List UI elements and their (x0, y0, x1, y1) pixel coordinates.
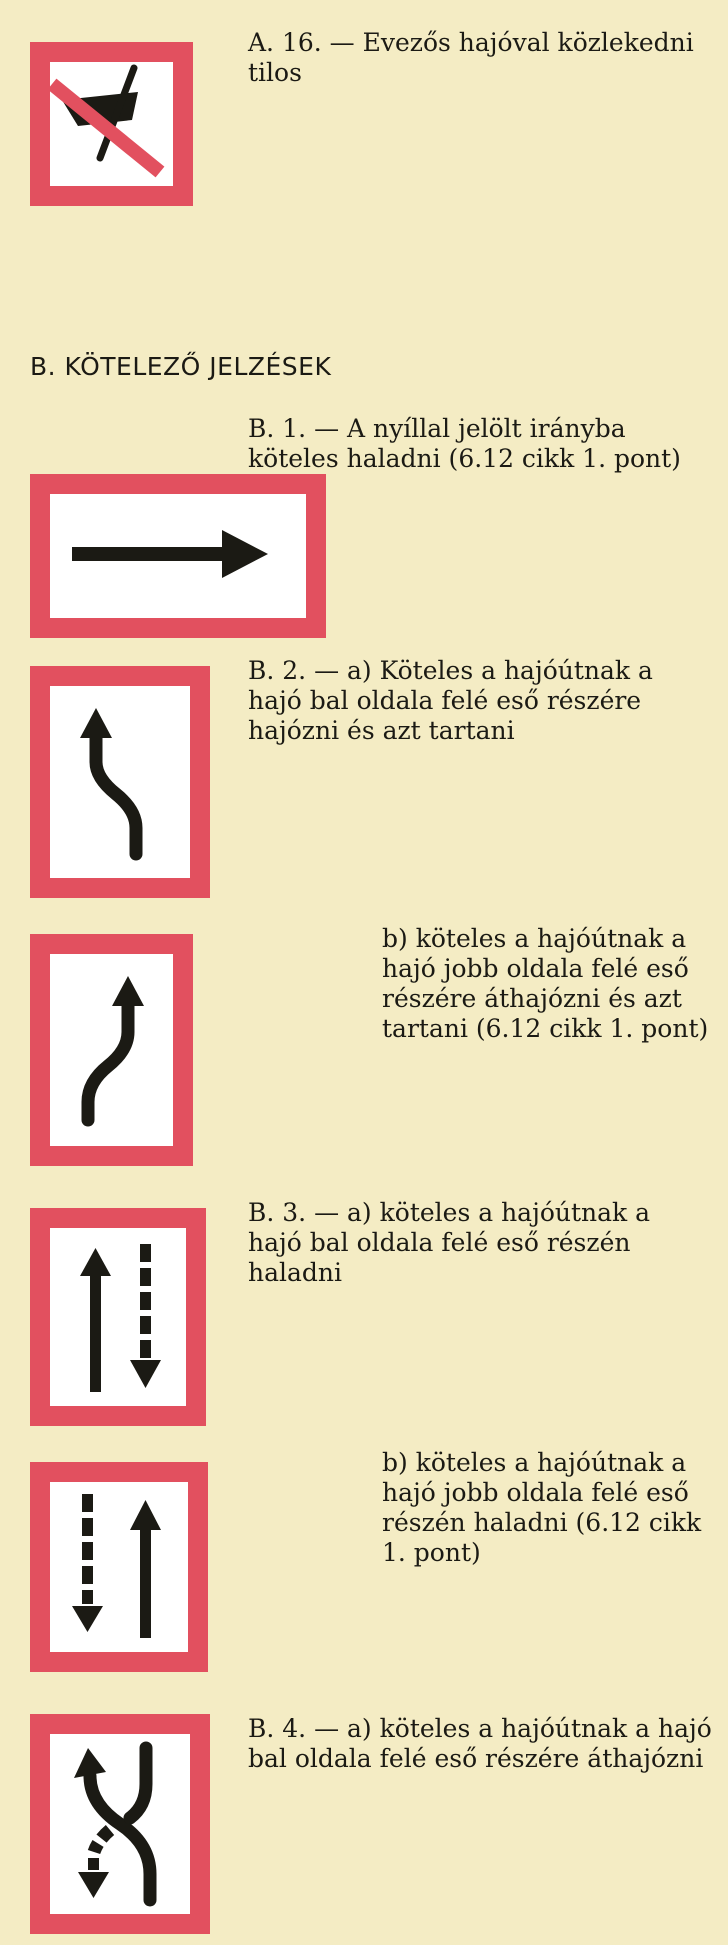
item-text: köteles a hajóútnak a hajó bal oldala felé eső részére áthajózni (248, 1714, 712, 1773)
item-b3a (248, 1198, 708, 1288)
item-text: A nyíllal jelölt irányba köteles haladni (6.12 cikk 1. pont) (248, 414, 681, 473)
item-code: b) (382, 1448, 408, 1477)
sign-b1 (30, 474, 326, 638)
item-code: b) (382, 924, 408, 953)
item-code: B. 2. — a) (248, 656, 372, 685)
item-text: köteles a hajóútnak a hajó jobb oldala felé eső részén haladni (6.12 cikk 1. pont) (382, 1448, 702, 1567)
crossing-arrows-icon (50, 1734, 190, 1914)
keep-left-arrows-icon (50, 1228, 186, 1406)
sign-b4a (30, 1714, 210, 1934)
item-b2a (248, 656, 708, 746)
sign-b2a (30, 666, 210, 898)
item-text: Köteles a hajóútnak a hajó bal oldala felé eső részére hajózni és azt tartani (248, 656, 653, 745)
item-code: A. 16. — (248, 28, 355, 57)
sign-b2b (30, 934, 193, 1166)
item-b3b (382, 1448, 712, 1568)
curve-right-arrow-icon (50, 954, 173, 1146)
no-rowing-boat-icon (50, 62, 173, 186)
keep-right-arrows-icon (50, 1482, 188, 1652)
item-b1 (248, 414, 698, 474)
item-b4a (248, 1714, 718, 1774)
item-code: B. 3. — a) (248, 1198, 372, 1227)
item-code: B. 4. — a) (248, 1714, 372, 1743)
item-text: köteles a hajóútnak a hajó bal oldala felé eső részén haladni (248, 1198, 651, 1287)
curve-left-arrow-icon (50, 686, 190, 878)
item-code: B. 1. — (248, 414, 340, 443)
sign-b3b (30, 1462, 208, 1672)
item-text: köteles a hajóútnak a hajó jobb oldala felé eső részére áthajózni és azt tartani (6.12 cikk 1. pont) (382, 924, 709, 1043)
sign-b3a (30, 1208, 206, 1426)
right-arrow-icon (50, 494, 306, 618)
sign-a16 (30, 42, 193, 206)
item-a16 (248, 28, 698, 88)
item-text: Evezős hajóval közlekedni tilos (248, 28, 694, 87)
item-b2b (382, 924, 712, 1044)
section-heading: B. KÖTELEZŐ JELZÉSEK (30, 352, 332, 381)
